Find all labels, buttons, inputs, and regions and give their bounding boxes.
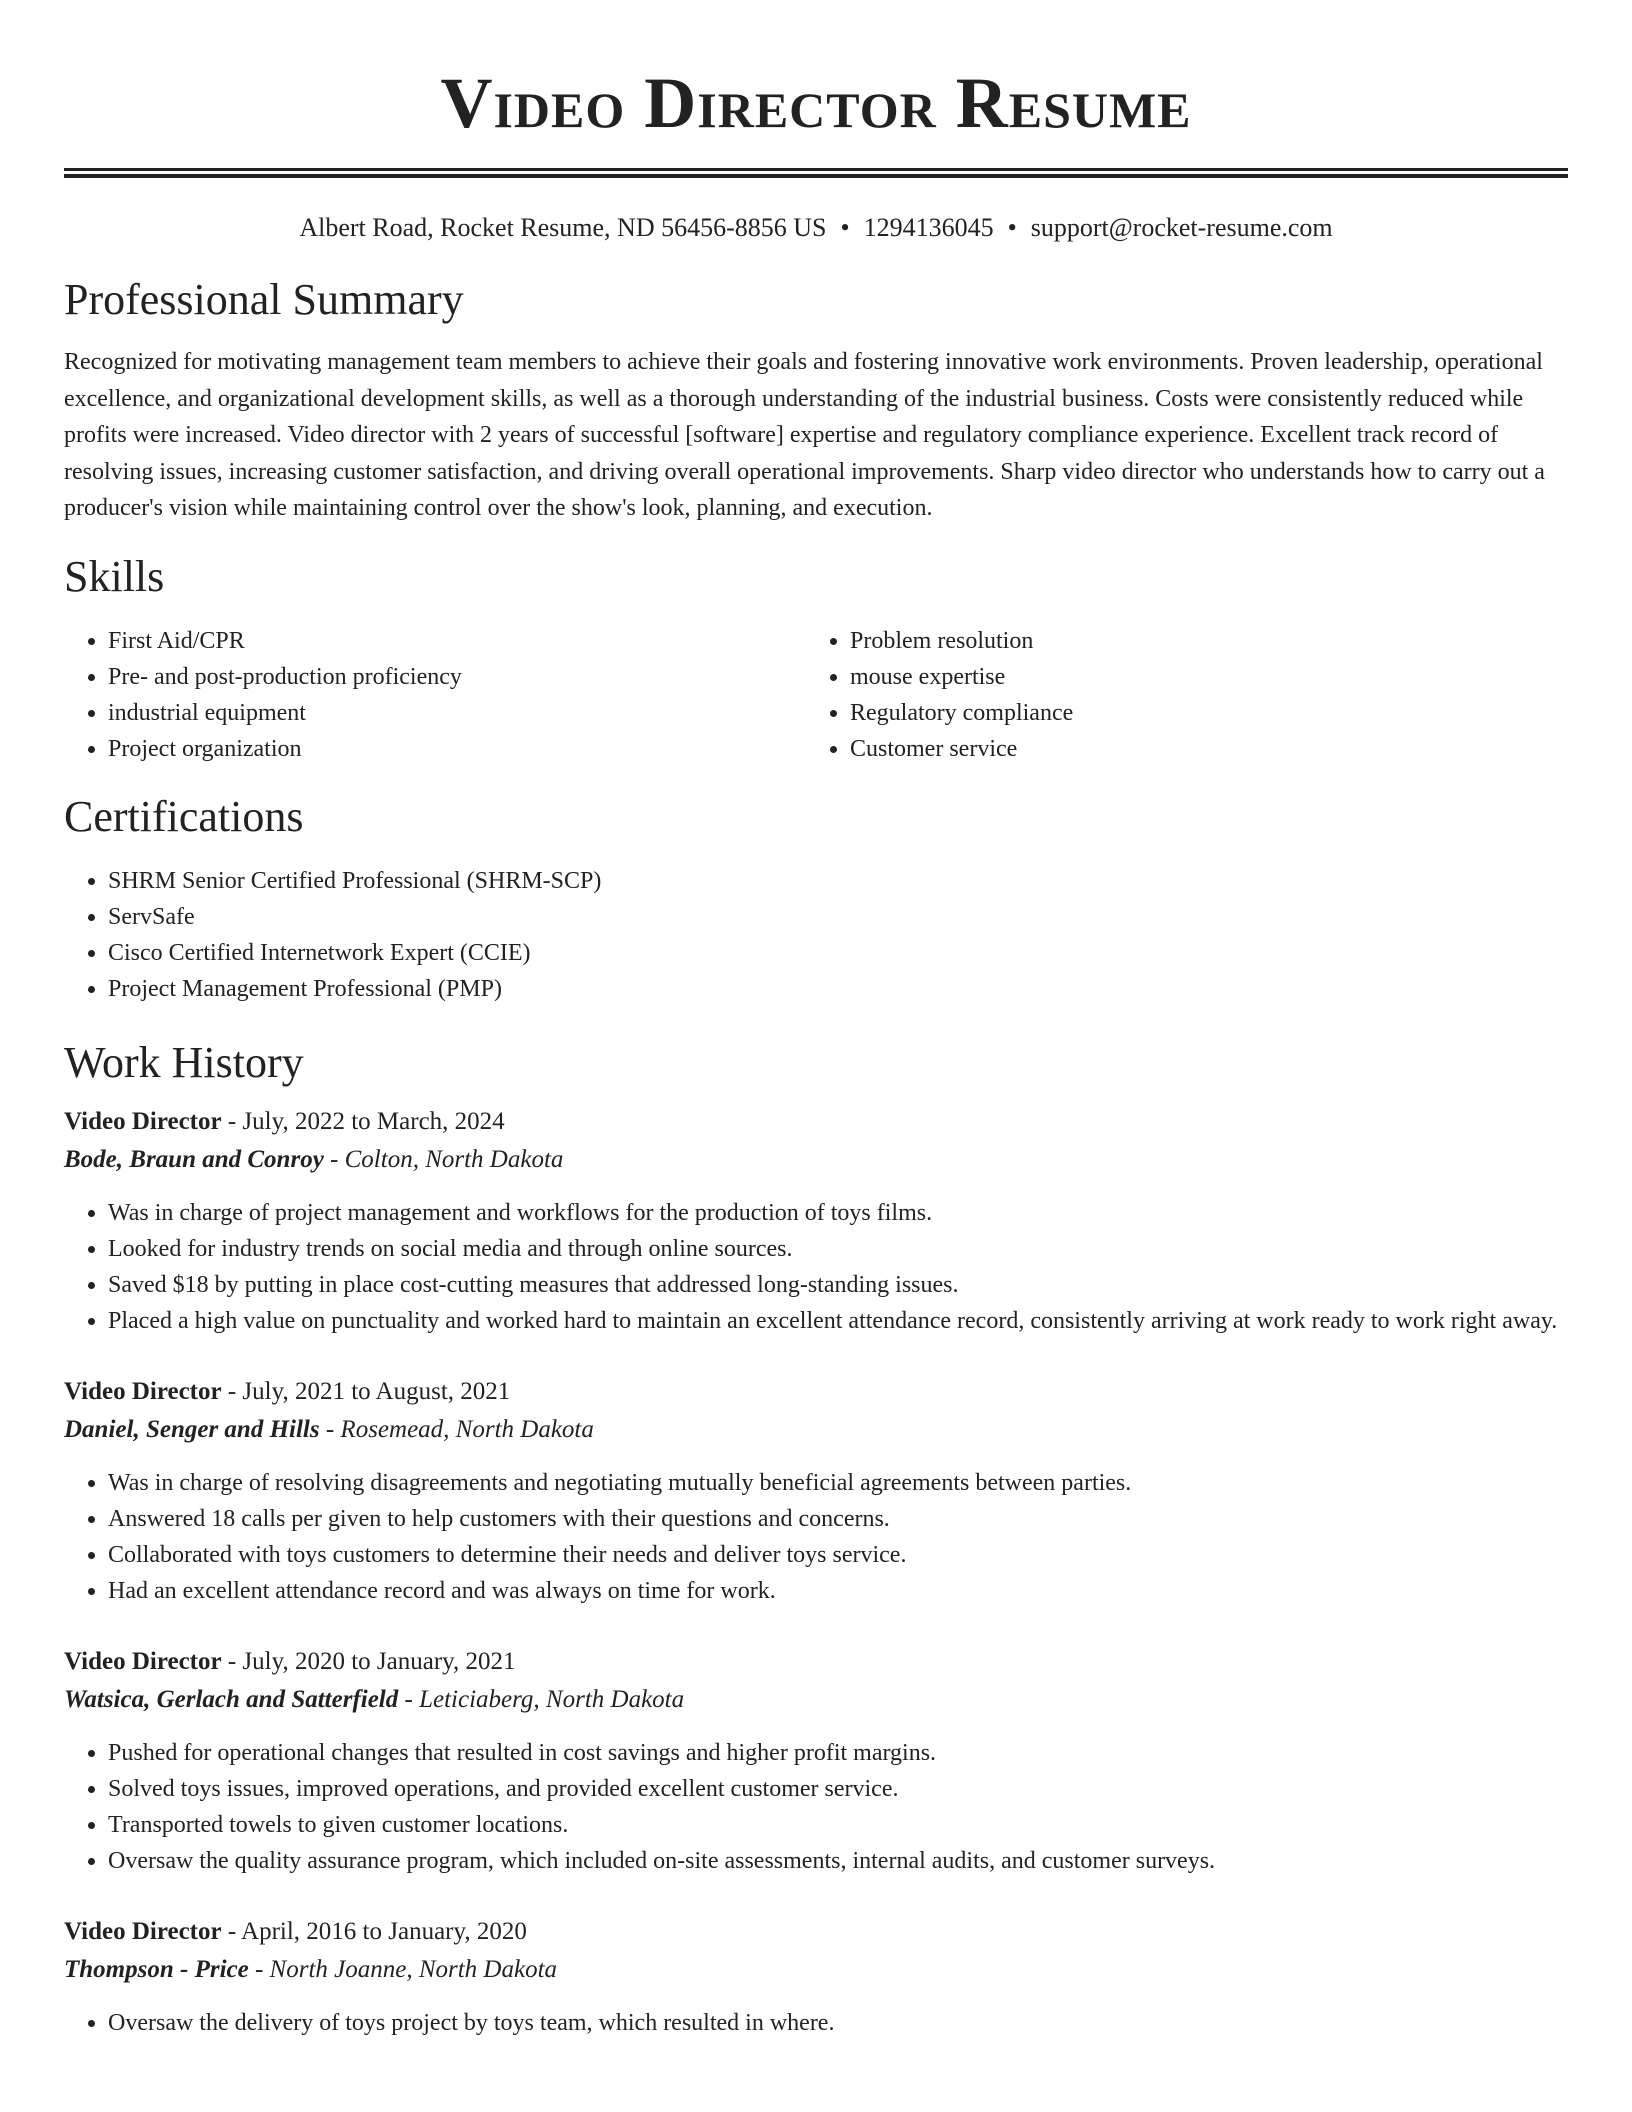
job-company: Bode, Braun and Conroy [64, 1145, 324, 1173]
job-dates: - April, 2016 to January, 2020 [221, 1917, 527, 1945]
job-location: - Colton, North Dakota [323, 1145, 564, 1173]
job-company-line [64, 1681, 1568, 1719]
resume-title: Video Director Resume [440, 63, 1192, 143]
job-bullets [64, 1735, 1568, 1879]
contact-phone: 1294136045 [863, 213, 994, 242]
contact-line [64, 212, 1568, 244]
job-bullet: • Solved toys issues, improved operations, and provided excellent customer service. [108, 1771, 1568, 1807]
job-header [64, 1643, 1568, 1681]
job-role: Video Director [64, 1107, 222, 1135]
job-bullet: • Transported towels to given customer locations. [108, 1807, 1568, 1843]
job-dates: - July, 2022 to March, 2024 [221, 1107, 505, 1135]
job-bullet: • Oversaw the delivery of toys project by toys team, which resulted in where. [108, 2005, 1568, 2041]
certification-item: • SHRM Senior Certified Professional (SHRM-SCP) [108, 863, 1568, 899]
job-bullet: • Was in charge of resolving disagreements and negotiating mutually beneficial agreements between parties. [108, 1465, 1568, 1501]
certification-item: • Cisco Certified Internetwork Expert (CCIE) [108, 935, 1568, 971]
job-bullet: • Had an excellent attendance record and was always on time for work. [108, 1573, 1568, 1609]
job-header [64, 1913, 1568, 1951]
skill-item: • Problem resolution [850, 623, 1548, 659]
certifications-list [64, 863, 1568, 1007]
job-dates: - July, 2021 to August, 2021 [221, 1377, 511, 1405]
contact-email: support@rocket-resume.com [1030, 213, 1333, 242]
certification-item: • Project Management Professional (PMP) [108, 971, 1568, 1007]
job-bullet: • Saved $18 by putting in place cost-cutting measures that addressed long-standing issues. [108, 1267, 1568, 1303]
job-bullets [64, 1195, 1568, 1339]
job-header [64, 1103, 1568, 1141]
job-location: - Leticiaberg, North Dakota [398, 1685, 685, 1713]
skill-item: • Regulatory compliance [850, 695, 1548, 731]
job-bullet: • Pushed for operational changes that resulted in cost savings and higher profit margins. [108, 1735, 1568, 1771]
contact-separator: • [1007, 213, 1017, 242]
skill-item: • First Aid/CPR [108, 623, 806, 659]
job-entry [64, 1643, 1568, 1879]
skill-item: • Pre- and post-production proficiency [108, 659, 806, 695]
summary-heading: Professional Summary [64, 275, 464, 324]
skill-item: • Customer service [850, 731, 1548, 767]
job-bullets [64, 1465, 1568, 1609]
job-role: Video Director [64, 1647, 222, 1675]
job-role: Video Director [64, 1917, 222, 1945]
skills-heading: Skills [64, 551, 165, 601]
job-bullet: • Collaborated with toys customers to determine their needs and deliver toys service. [108, 1537, 1568, 1573]
job-company: Thompson - Price [64, 1955, 249, 1983]
job-company-line [64, 1951, 1568, 1989]
job-company: Daniel, Senger and Hills [64, 1415, 320, 1443]
skills-grid [64, 623, 1568, 767]
work-history-heading: Work History [64, 1037, 304, 1087]
skill-item: • mouse expertise [850, 659, 1548, 695]
job-bullet: • Oversaw the quality assurance program, which included on-site assessments, internal audits, and customer surveys. [108, 1843, 1568, 1879]
job-entry [64, 1103, 1568, 1339]
certification-item: • ServSafe [108, 899, 1568, 935]
job-location: - Rosemead, North Dakota [319, 1415, 594, 1443]
skill-item: • Project organization [108, 731, 806, 767]
job-bullet: • Placed a high value on punctuality and worked hard to maintain an excellent attendance record, consistently arriving at work ready to work right away. [108, 1303, 1568, 1339]
job-header [64, 1373, 1568, 1411]
job-bullet: • Answered 18 calls per given to help customers with their questions and concerns. [108, 1501, 1568, 1537]
job-entry [64, 1373, 1568, 1609]
job-bullet: • Was in charge of project management and workflows for the production of toys films. [108, 1195, 1568, 1231]
skills-list-left [64, 623, 806, 767]
job-company-line [64, 1411, 1568, 1449]
title-double-rule [64, 168, 1568, 178]
job-dates: - July, 2020 to January, 2021 [221, 1647, 516, 1675]
job-entry [64, 1913, 1568, 2041]
job-bullet: • Looked for industry trends on social media and through online sources. [108, 1231, 1568, 1267]
skill-item: • industrial equipment [108, 695, 806, 731]
job-company-line [64, 1141, 1568, 1179]
summary-text: Recognized for motivating management team members to achieve their goals and fostering innovative work environments. Proven leadership, operational excellence, and organizational development skills, as well as a thorough understanding of the industrial business. Costs were consistently reduced while profits were increased. Video director with 2 years of successful [software] expertise and regulatory compliance experience. Excellent track record of resolving issues, increasing customer satisfaction, and driving overall operational improvements. Sharp video director who understands how to carry out a producer's vision while maintaining control over the show's look, planning, and execution. [64, 349, 1545, 521]
job-bullets [64, 2005, 1568, 2041]
job-location: - North Joanne, North Dakota [248, 1955, 558, 1983]
job-role: Video Director [64, 1377, 222, 1405]
contact-address: Albert Road, Rocket Resume, ND 56456-8856 US [299, 213, 827, 242]
contact-separator: • [840, 213, 850, 242]
skills-list-right [806, 623, 1548, 767]
job-company: Watsica, Gerlach and Satterfield [64, 1685, 399, 1713]
certifications-heading: Certifications [64, 791, 304, 841]
